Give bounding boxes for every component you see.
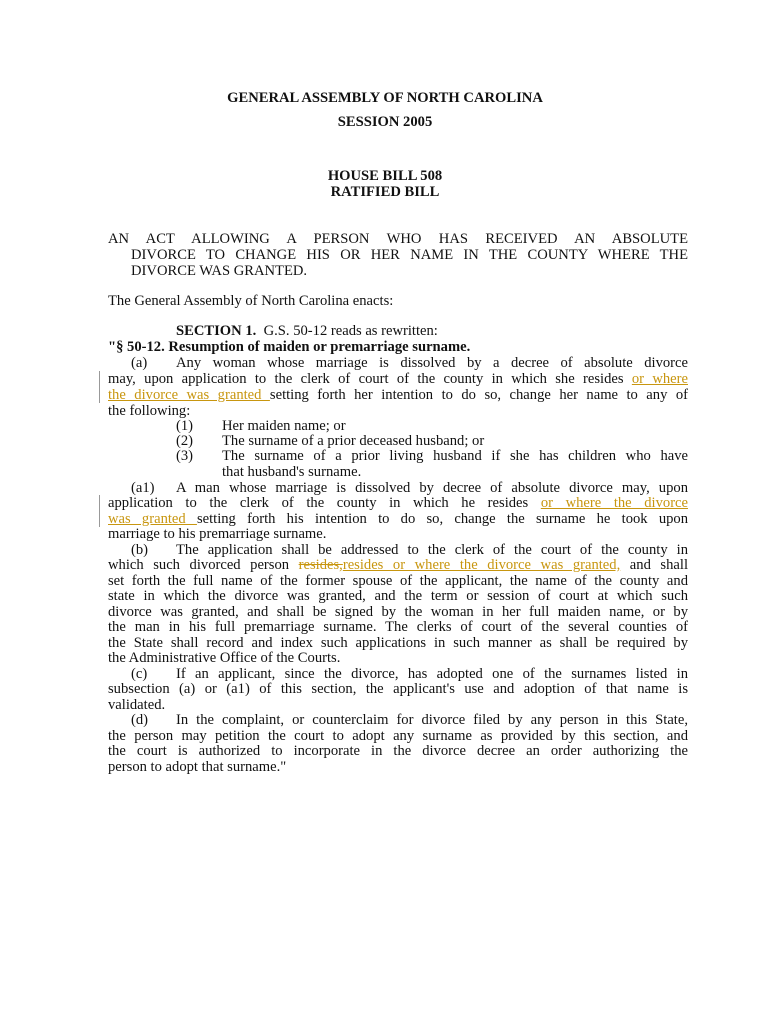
subsection-d-line: the person may petition the court to adopt any surname as provided by this section, and [108, 728, 688, 744]
subsection-d-line: the court is authorized to incorporate in the divorce decree an order authorizing the [108, 743, 688, 759]
subsection-label-a: (a) [131, 355, 148, 371]
assembly-heading: GENERAL ASSEMBLY OF NORTH CAROLINA [227, 90, 543, 106]
subsection-a1-line: was granted setting forth his intention to do so, change the surname he took upon [108, 511, 689, 527]
subsection-a1-line: marriage to his premarriage surname. [108, 526, 327, 542]
section-text: G.S. 50-12 reads as rewritten: [263, 323, 438, 339]
inserted-text: or where the divorce [540, 495, 689, 511]
subsection-a-line: may, upon application to the clerk of court of the county in which she resides or where [108, 371, 688, 387]
section-label: SECTION 1. [176, 323, 257, 339]
inserted-text: was granted [108, 511, 197, 527]
subsection-d-text: In the complaint, or counterclaim for divorce filed by any person in this State, [176, 712, 688, 728]
subsection-b-line: which such divorced person resides,resides or where the divorce was granted, and shall [108, 557, 688, 573]
subsection-c-line: subsection (a) or (a1) of this section, the applicant's use and adoption of that name is [108, 681, 688, 697]
subsection-b-line: divorce was granted, and shall be signed by the woman in her full maiden name, or by [108, 604, 688, 620]
list-item-text: The surname of a prior deceased husband; or [222, 433, 485, 449]
list-item-text: The surname of a prior living husband if she has children who have [222, 448, 688, 464]
subsection-c-text: If an applicant, since the divorce, has adopted one of the surnames listed in [176, 666, 688, 682]
subsection-label-a1: (a1) [131, 480, 155, 496]
bill-status: RATIFIED BILL [330, 184, 440, 200]
subsection-a-line: the following: [108, 403, 191, 419]
inserted-text: the divorce was granted [108, 387, 270, 403]
change-bar [99, 371, 100, 403]
list-item-number: (3) [176, 448, 194, 464]
section-intro [176, 323, 438, 339]
inserted-text: resides or where the divorce was granted, [342, 557, 621, 573]
subsection-b-line: the Administrative Office of the Courts. [108, 650, 341, 666]
subsection-d-line: person to adopt that surname." [108, 759, 287, 775]
list-item-text: Her maiden name; or [222, 418, 346, 434]
deleted-text: resides, [298, 557, 343, 573]
subsection-b-line: state in which the divorce was granted, and the term or session of court at which such [108, 588, 688, 604]
subsection-c-line: validated. [108, 697, 166, 713]
subsection-label-d: (d) [131, 712, 149, 728]
bill-number: HOUSE BILL 508 [327, 168, 443, 184]
subsection-a1-text: A man whose marriage is dissolved by decree of absolute divorce may, upon [176, 480, 688, 496]
title-line: DIVORCE WAS GRANTED. [131, 263, 308, 279]
inserted-text: or where [631, 371, 688, 387]
list-item-number: (2) [176, 433, 194, 449]
subsection-b-text: The application shall be addressed to the clerk of the court of the county in [176, 542, 688, 558]
subsection-a-text: Any woman whose marriage is dissolved by a decree of absolute divorce [176, 355, 688, 371]
subsection-b-line: the State shall record and index such applications in such manner as shall be required by [108, 635, 688, 651]
change-bar [99, 495, 100, 527]
title-line: DIVORCE TO CHANGE HIS OR HER NAME IN THE COUNTY WHERE THE [131, 247, 688, 263]
subsection-a-line: the divorce was granted setting forth her intention to do so, change her name to any of [108, 387, 688, 403]
subsection-label-b: (b) [131, 542, 149, 558]
list-item-number: (1) [176, 418, 194, 434]
session-heading: SESSION 2005 [337, 114, 433, 130]
subsection-b-line: the man in his full premarriage surname. The clerks of court of the several counties of [108, 619, 688, 635]
subsection-label-c: (c) [131, 666, 148, 682]
subsection-a1-line: application to the clerk of the county in which he resides or where the divorce [108, 495, 689, 511]
subsection-b-line: set forth the full name of the former spouse of the applicant, the name of the county and [108, 573, 688, 589]
title-line: AN ACT ALLOWING A PERSON WHO HAS RECEIVED AN ABSOLUTE [108, 231, 688, 247]
enacting-clause: The General Assembly of North Carolina enacts: [108, 293, 394, 309]
list-item-text: that husband's surname. [222, 464, 362, 480]
statute-heading: "§ 50-12. Resumption of maiden or premarriage surname. [108, 339, 471, 355]
